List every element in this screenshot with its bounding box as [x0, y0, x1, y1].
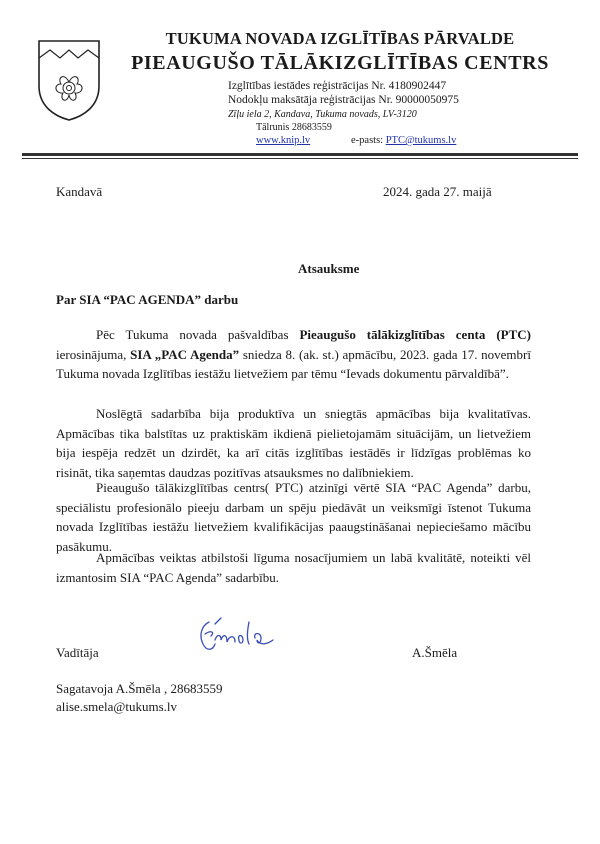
subject-line: Par SIA “PAC AGENDA” darbu — [56, 292, 239, 307]
paragraph-4: Apmācības veiktas atbilstoši līguma nosacījumiem un labā kvalitātē, noteikti vēl izmantosim SIA “PAC Agenda” sadarbību. — [56, 550, 531, 585]
signatory-name: A.Šmēla — [412, 645, 458, 660]
prepared-by: Sagatavoja A.Šmēla , 28683559 — [56, 681, 223, 696]
header-divider-thin — [22, 158, 578, 159]
place: Kandavā — [56, 184, 103, 199]
document-title: Atsauksme — [298, 261, 360, 276]
header-divider — [22, 153, 578, 156]
tax-number: Nodokļu maksātāja reģistrācijas Nr. 90000050975 — [228, 94, 459, 106]
parent-organization: TUKUMA NOVADA IZGLĪTĪBAS PĀRVALDE — [165, 29, 515, 48]
website-link[interactable]: www.knip.lv — [256, 135, 311, 146]
coat-of-arms-icon — [36, 38, 102, 122]
signatory-role: Vadītāja — [56, 645, 99, 660]
phone: Tālrunis 28683559 — [256, 122, 332, 133]
date: 2024. gada 27. maijā — [383, 184, 492, 199]
paragraph-1: Pēc Tukuma novada pašvaldības Pieaugušo tālākizglītības centa (PTC) ierosinājuma, SIA „PAC Agenda” sniedza 8. (ak. st.) apmācību, 2023. gada 17. novembrī Tukuma novada Izglītības iestāžu lietvežiem par tēmu “Ievads dokumentu pārvaldībā”. — [56, 327, 532, 381]
organization-name: PIEAUGUŠO TĀLĀKIZGLĪTĪBAS CENTRS — [131, 52, 549, 74]
paragraph-2: Noslēgtā sadarbība bija produktīva un sniegtās apmācības bija kvalitatīvas. Apmācības tika balstītas uz praktiskām ikdienā pielietojamām situācijām, un lietvežiem bija iespēja redzēt un dzirdēt, ka arī citās izglītības iestādēs ir līdzīgas problēmas ko risināt, tika saņemtas daudzas pozitīvas atsauksmes no dalībniekiem. — [56, 406, 531, 480]
email-link[interactable]: PTC@tukums.lv — [385, 135, 457, 146]
handwritten-signature — [195, 614, 305, 660]
preparer-email: alise.smela@tukums.lv — [56, 699, 178, 714]
email-label: e-pasts: — [351, 135, 386, 146]
email-line — [351, 135, 456, 146]
address: Zīļu iela 2, Kandava, Tukuma novads, LV-3120 — [228, 109, 417, 120]
paragraph-3: Pieaugušo tālākizglītības centrs( PTC) atzinīgi vērtē SIA “PAC Agenda” darbu, speciālistu profesionālo pieeju darbam un spēju piedāvāt un veiksmīgi īstenot Tukuma novada Izglītības iestāžu lietvežiem kvalifikācijas paaugstināšanai nepieciešamo mācību pasākumu. — [56, 480, 531, 554]
registration-number: Izglītības iestādes reģistrācijas Nr. 4180902447 — [228, 80, 447, 92]
